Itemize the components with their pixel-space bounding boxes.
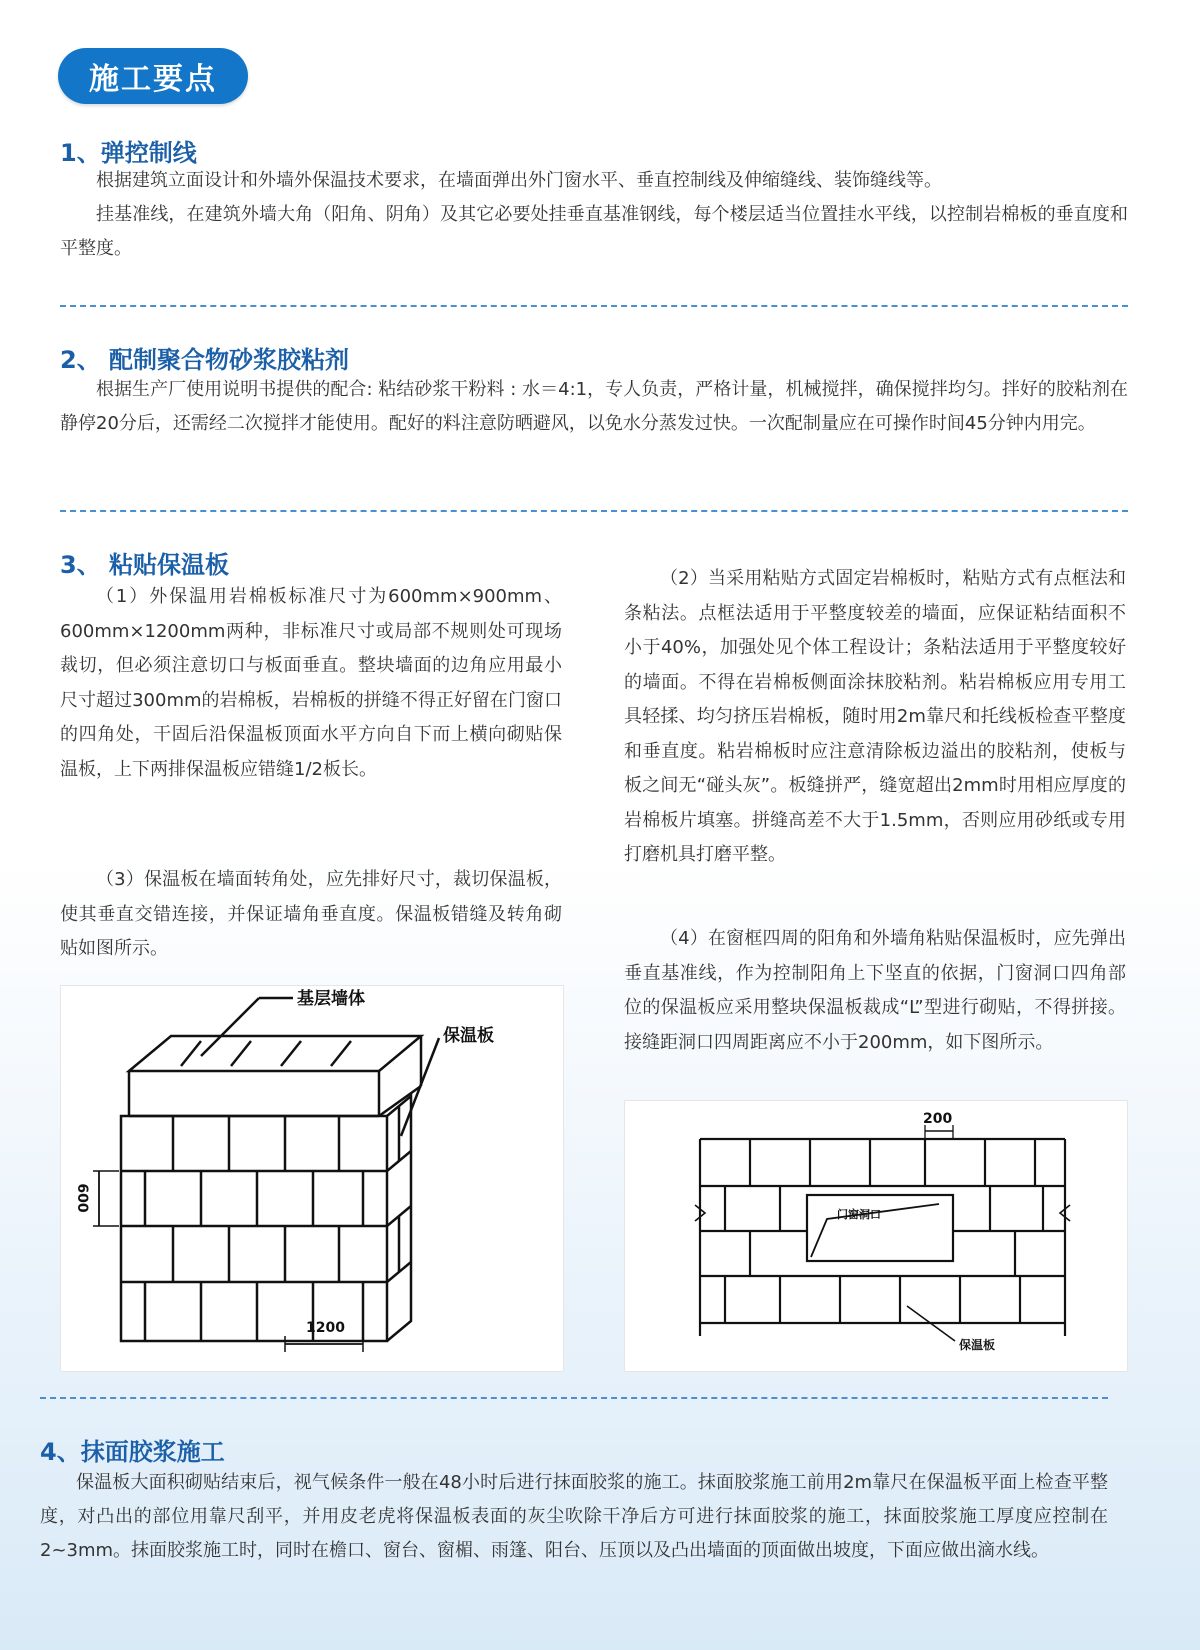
label-insulation-board: 保温板 bbox=[443, 1026, 494, 1046]
section-3-item-1: （1）外保温用岩棉板标准尺寸为600mm×900mm、600mm×1200mm两种，非标准尺寸或局部不规则处可现场裁切，但必须注意切口与板面垂直。整块墙面的边角应用最小尺寸超过300mm的岩棉板，岩棉板的拼缝不得正好留在门窗口的四角处，干固后沿保温板顶面水平方向自下而上横向砌贴保温板，上下两排保温板应错缝1/2板长。 bbox=[60, 586, 562, 780]
section-1-paragraph-1: 根据建筑立面设计和外墙外保温技术要求，在墙面弹出外门窗水平、垂直控制线及伸缩缝线、装饰缝线等。 bbox=[96, 170, 942, 191]
label-insulation-board: 保温板 bbox=[959, 1338, 996, 1352]
section-3-item-3: （3）保温板在墙面转角处，应先排好尺寸，裁切保温板，使其垂直交错连接，并保证墙角垂直度。保温板错缝及转角砌贴如图所示。 bbox=[60, 869, 562, 959]
section-2-heading: 2、 配制聚合物砂浆胶粘剂 bbox=[60, 346, 350, 374]
dimension-200: 200 bbox=[923, 1111, 953, 1127]
label-base-wall: 基层墙体 bbox=[297, 989, 365, 1009]
page-title: 施工要点 bbox=[58, 48, 248, 104]
window-opening-diagram bbox=[624, 1100, 1128, 1372]
dimension-1200: 1200 bbox=[306, 1320, 345, 1336]
section-1-heading: 1、弹控制线 bbox=[60, 139, 197, 167]
divider bbox=[60, 510, 1128, 512]
section-4-heading: 4、抹面胶浆施工 bbox=[40, 1438, 225, 1466]
label-window-opening: 门窗洞口 bbox=[837, 1208, 881, 1221]
section-3-item-2: （2）当采用粘贴方式固定岩棉板时，粘贴方式有点框法和条粘法。点框法适用于平整度较差的墙面，应保证粘结面积不小于40%，加强处见个体工程设计；条粘法适用于平整度较好的墙面。不得在岩棉板侧面涂抹胶粘剂。粘岩棉板应用专用工具轻揉、均匀挤压岩棉板，随时用2m靠尺和托线板检查平整度和垂直度。粘岩棉板时应注意清除板边溢出的胶粘剂，使板与板之间无“碰头灰”。板缝拼严，缝宽超出2mm时用相应厚度的岩棉板片填塞。拼缝高差不大于1.5mm，否则应用砂纸或专用打磨机具打磨平整。 bbox=[624, 568, 1126, 865]
section-4-paragraph: 保温板大面积砌贴结束后，视气候条件一般在48小时后进行抹面胶浆的施工。抹面胶浆施工前用2m靠尺在保温板平面上检查平整度，对凸出的部位用靠尺刮平，并用皮老虎将保温板表面的灰尘吹除干净后方可进行抹面胶浆的施工，抹面胶浆施工厚度应控制在2~3mm。抹面胶浆施工时，同时在檐口、窗台、窗楣、雨篷、阳台、压顶以及凸出墙面的顶面做出坡度，下面应做出滴水线。 bbox=[40, 1472, 1108, 1561]
section-2-paragraph: 根据生产厂使用说明书提供的配合: 粘结砂浆干粉料 : 水＝4:1，专人负责，严格计量，机械搅拌，确保搅拌均匀。拌好的胶粘剂在静停20分后，还需经二次搅拌才能使用。配好的料注意防晒避风，以免水分蒸发过快。一次配制量应在可操作时间45分钟内用完。 bbox=[60, 379, 1128, 434]
section-3-item-4: （4）在窗框四周的阳角和外墙角粘贴保温板时，应先弹出垂直基准线，作为控制阳角上下坚直的依据，门窗洞口四角部位的保温板应采用整块保温板裁成“L”型进行砌贴，不得拼接。接缝距洞口四周距离应不小于200mm，如下图所示。 bbox=[624, 928, 1126, 1053]
section-1-paragraph-2: 挂基准线，在建筑外墙大角（阳角、阴角）及其它必要处挂垂直基准钢线，每个楼层适当位置挂水平线，以控制岩棉板的垂直度和平整度。 bbox=[60, 204, 1128, 259]
divider bbox=[60, 305, 1128, 307]
divider bbox=[40, 1397, 1108, 1399]
dimension-600: 600 bbox=[74, 1183, 90, 1213]
insulation-corner-diagram bbox=[60, 985, 564, 1372]
section-3-heading: 3、 粘贴保温板 bbox=[60, 551, 230, 579]
